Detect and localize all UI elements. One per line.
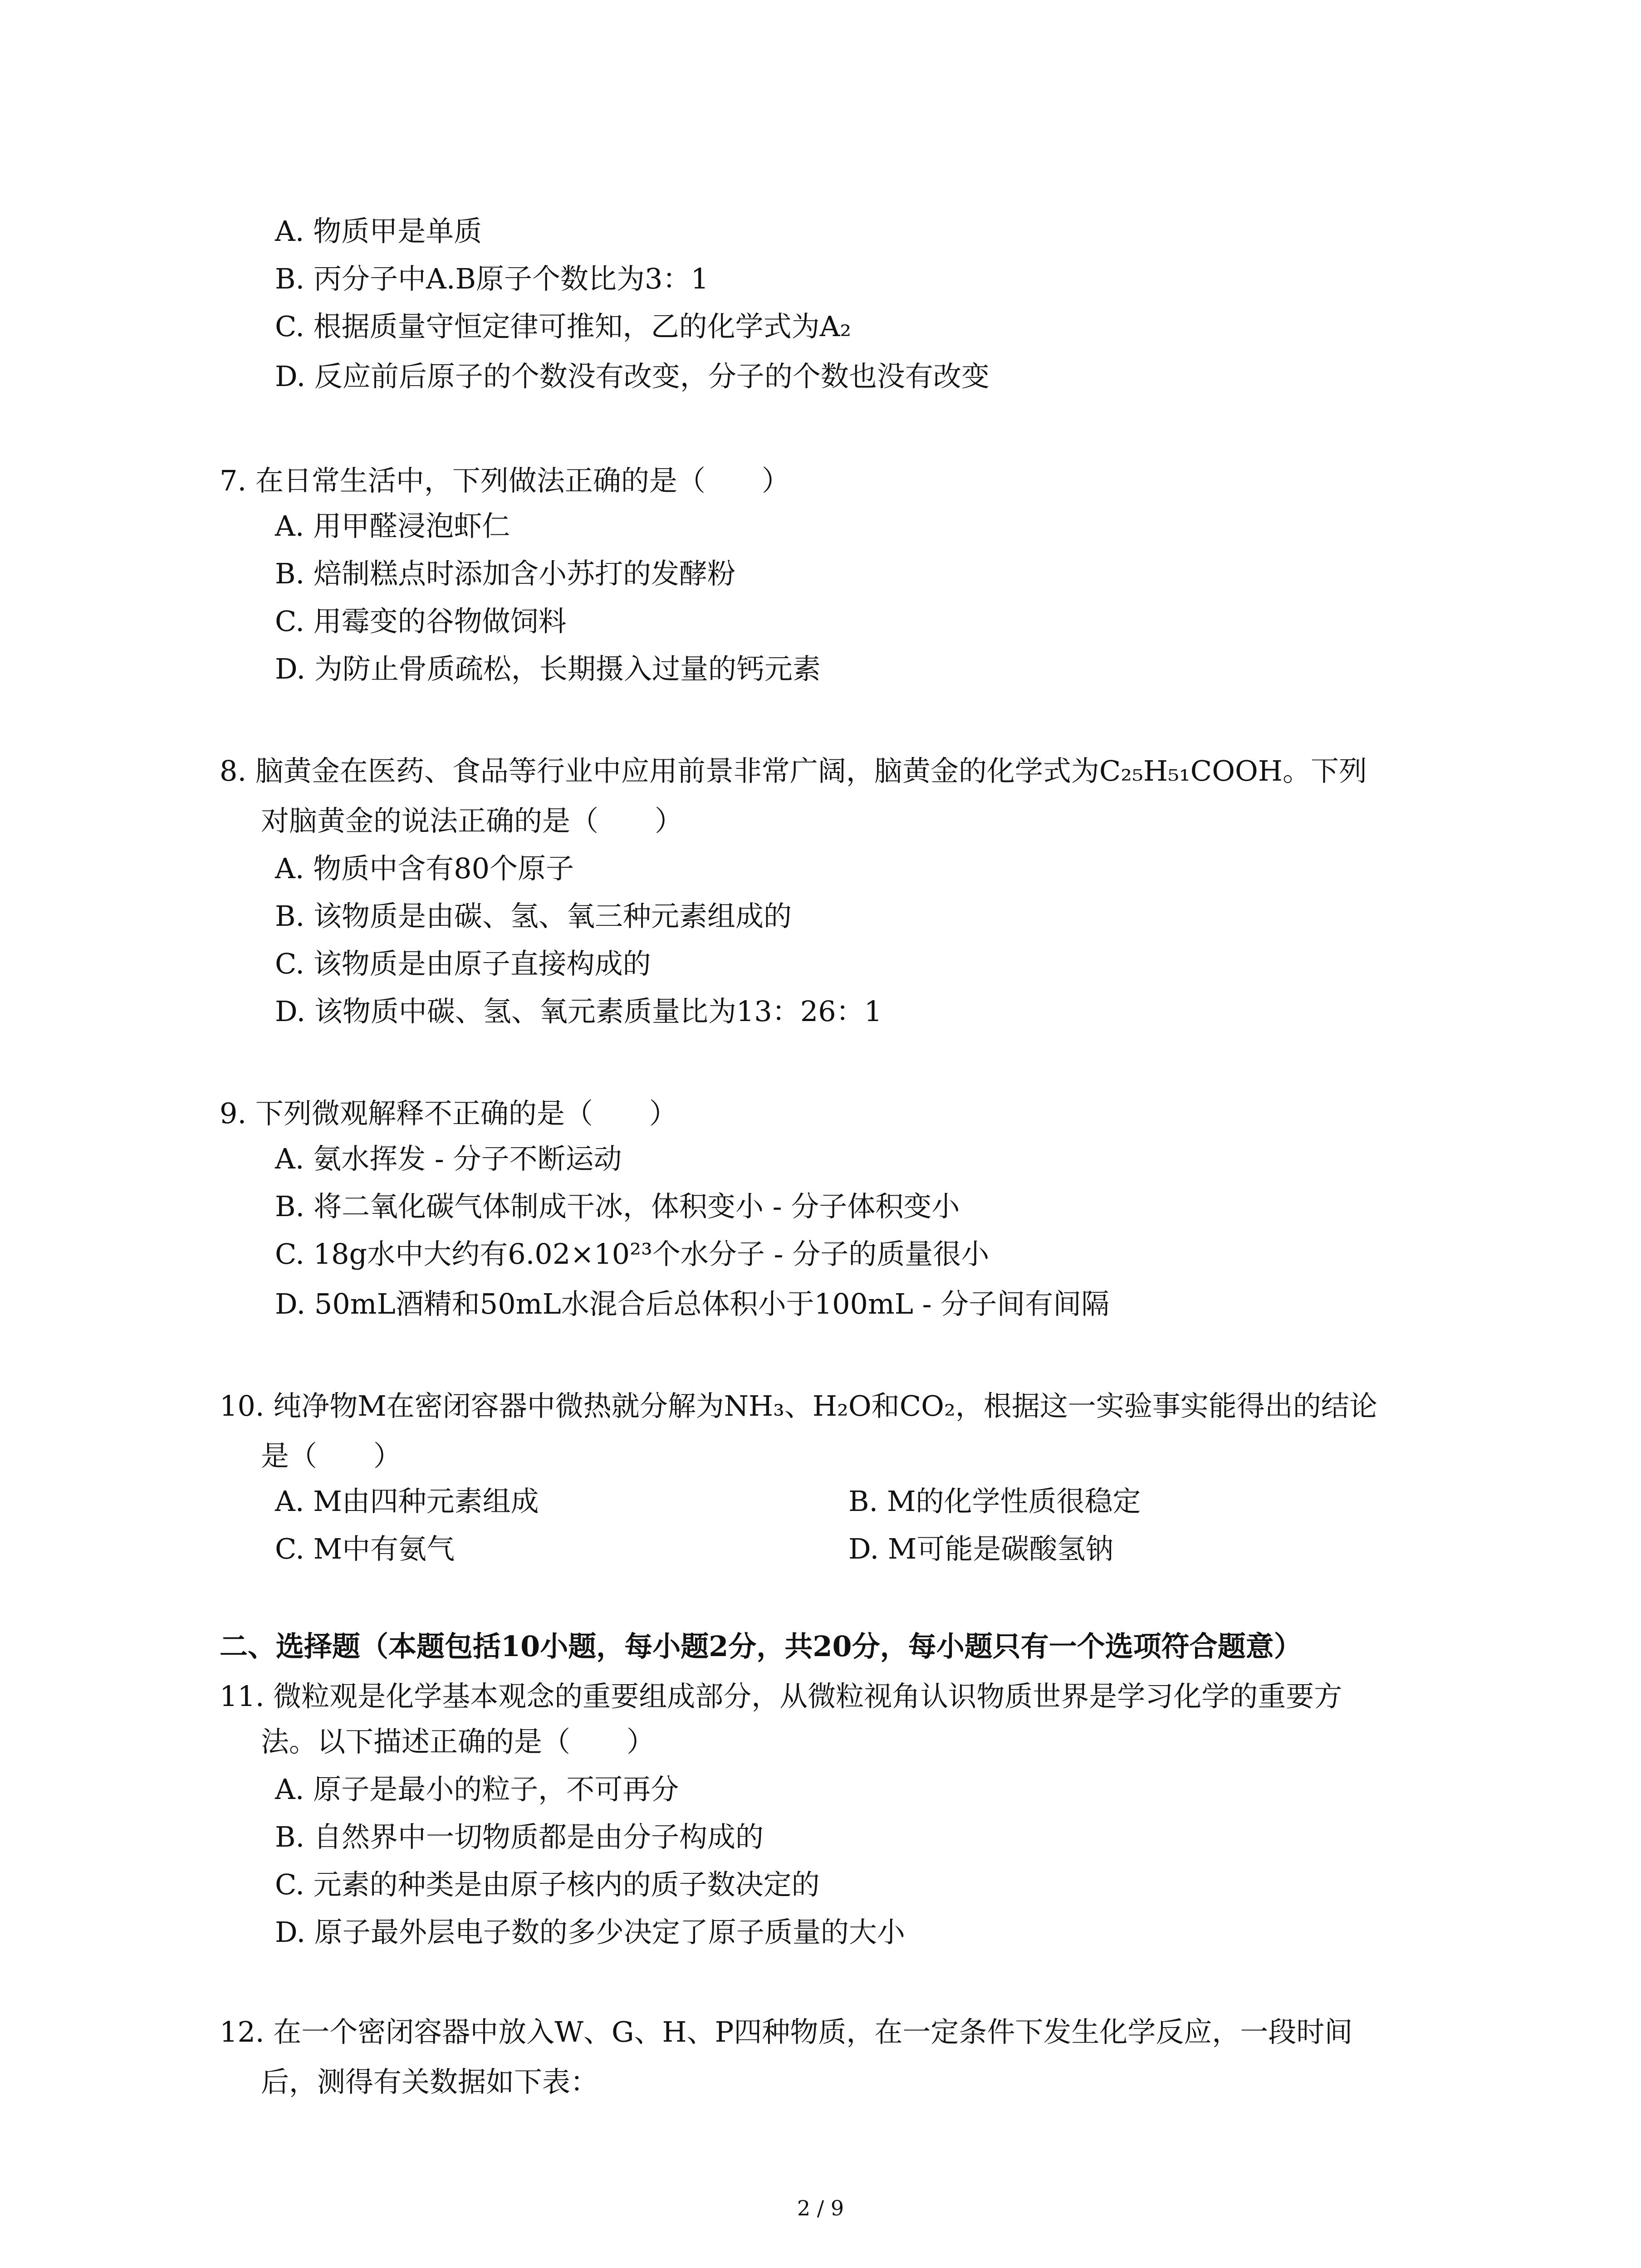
q11-option-d: D. 原子最外层电子数的多少决定了原子质量的大小 [275, 1916, 905, 1949]
q9-option-c: C. 18g水中大约有6.02×10²³个水分子 - 分子的质量很小 [275, 1237, 989, 1271]
q10-stem-line1: 10. 纯净物M在密闭容器中微热就分解为NH₃、H₂O和CO₂，根据这一实验事实能得出的结论 [220, 1389, 1377, 1422]
q7-stem: 7. 在日常生活中，下列做法正确的是（ ） [220, 464, 790, 497]
q7-option-c: C. 用霉变的谷物做饲料 [275, 605, 567, 638]
q6-option-c: C. 根据质量守恒定律可推知，乙的化学式为A₂ [275, 310, 852, 343]
q6-option-d: D. 反应前后原子的个数没有改变，分子的个数也没有改变 [275, 360, 989, 393]
q7-option-a: A. 用甲醛浸泡虾仁 [275, 509, 510, 543]
q7-option-d: D. 为防止骨质疏松，长期摄入过量的钙元素 [275, 652, 821, 685]
q11-stem-line1: 11. 微粒观是化学基本观念的重要组成部分，从微粒视角认识物质世界是学习化学的重要方 [220, 1680, 1342, 1713]
q12-stem-line1: 12. 在一个密闭容器中放入W、G、H、P四种物质，在一定条件下发生化学反应，一段时间 [220, 2015, 1353, 2048]
q11-option-c: C. 元素的种类是由原子核内的质子数决定的 [275, 1868, 820, 1901]
q6-option-a: A. 物质甲是单质 [275, 215, 482, 248]
q8-option-d: D. 该物质中碳、氢、氧元素质量比为13：26：1 [275, 995, 882, 1028]
q10-option-a: A. M由四种元素组成 [275, 1485, 539, 1518]
q6-option-b: B. 丙分子中A.B原子个数比为3：1 [275, 262, 709, 295]
q11-option-b: B. 自然界中一切物质都是由分子构成的 [275, 1820, 764, 1853]
q8-option-b: B. 该物质是由碳、氢、氧三种元素组成的 [275, 899, 792, 933]
q10-option-c: C. M中有氨气 [275, 1532, 455, 1565]
page-number: 2 / 9 [797, 2196, 844, 2220]
q10-stem-line2: 是（ ） [261, 1439, 402, 1472]
q9-stem: 9. 下列微观解释不正确的是（ ） [220, 1097, 677, 1130]
q8-option-c: C. 该物质是由原子直接构成的 [275, 947, 651, 980]
q7-option-b: B. 焙制糕点时添加含小苏打的发酵粉 [275, 557, 735, 590]
q11-option-a: A. 原子是最小的粒子，不可再分 [275, 1773, 679, 1806]
q8-stem-line1: 8. 脑黄金在医药、食品等行业中应用前景非常广阔，脑黄金的化学式为C₂₅H₅₁COOH。下列 [220, 754, 1367, 787]
q9-option-d: D. 50mL酒精和50mL水混合后总体积小于100mL - 分子间有间隔 [275, 1287, 1110, 1320]
section-heading: 二、选择题（本题包括10小题，每小题2分，共20分，每小题只有一个选项符合题意） [220, 1630, 1302, 1663]
q9-option-a: A. 氨水挥发 - 分子不断运动 [275, 1142, 622, 1175]
q10-option-b: B. M的化学性质很稳定 [848, 1485, 1141, 1518]
q9-option-b: B. 将二氧化碳气体制成干冰，体积变小 - 分子体积变小 [275, 1190, 960, 1223]
q8-option-a: A. 物质中含有80个原子 [275, 852, 574, 885]
q10-option-d: D. M可能是碳酸氢钠 [848, 1532, 1114, 1565]
q11-stem-line2: 法。以下描述正确的是（ ） [261, 1725, 655, 1758]
q8-stem-line2: 对脑黄金的说法正确的是（ ） [261, 804, 683, 837]
q12-stem-line2: 后，测得有关数据如下表： [261, 2065, 599, 2098]
